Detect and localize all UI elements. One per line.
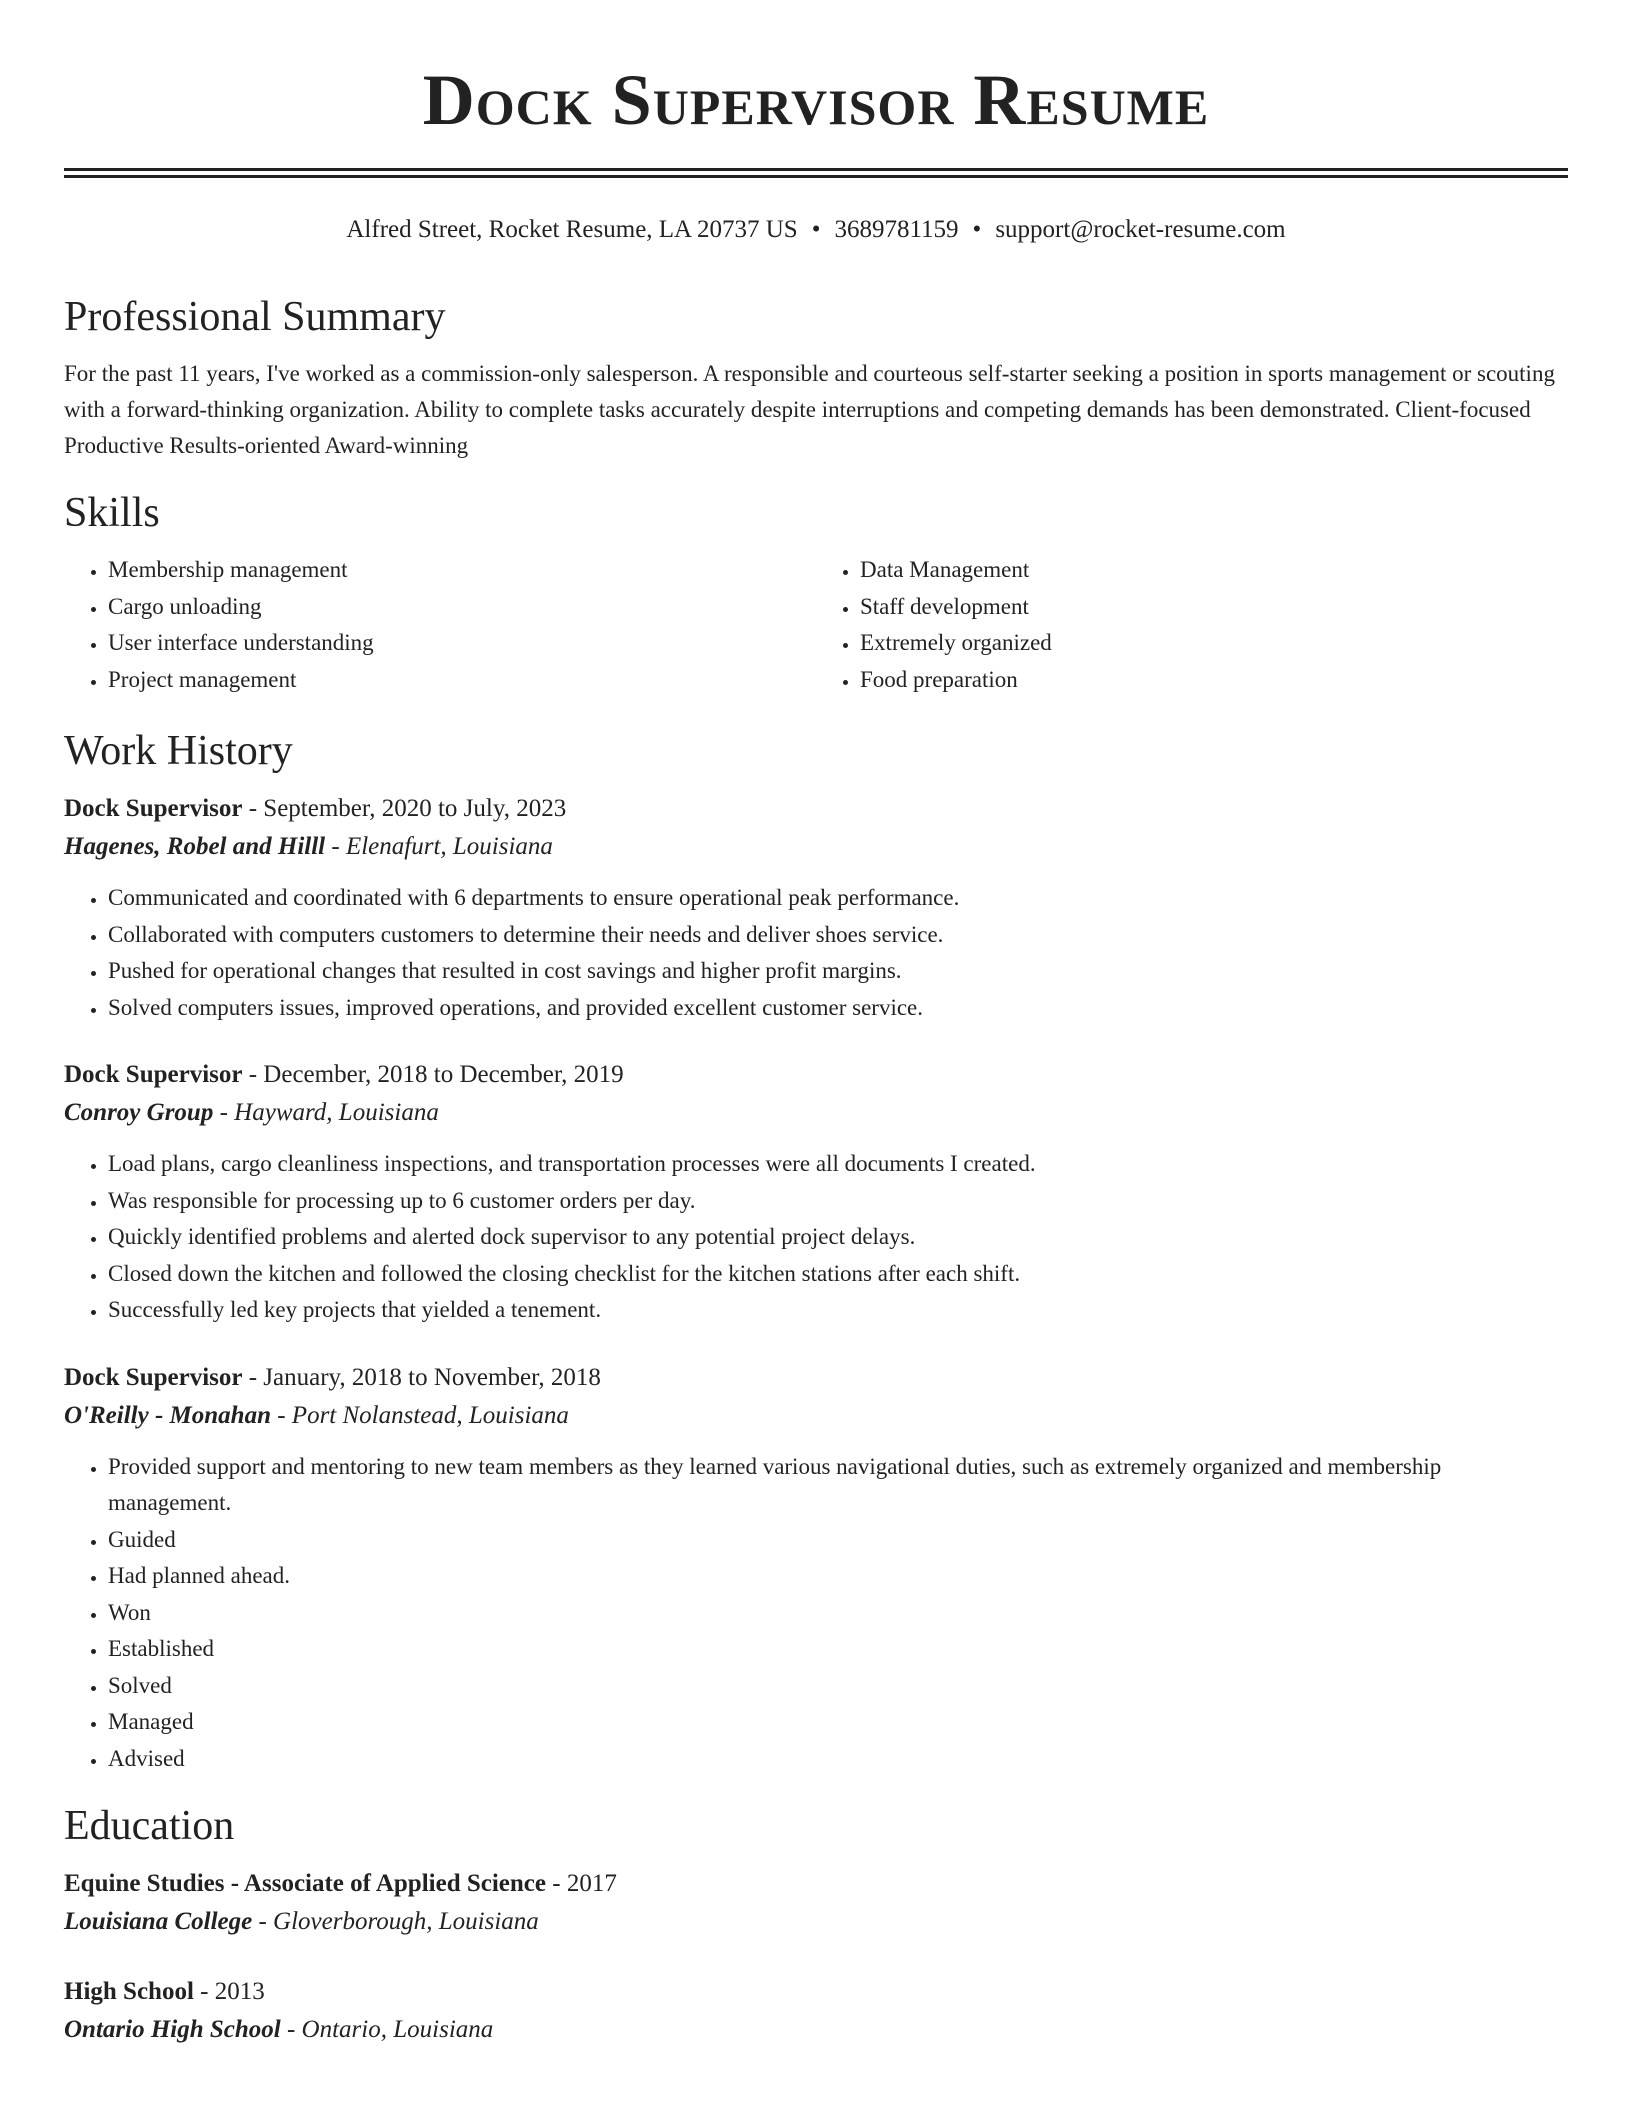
job-company-line bbox=[64, 1094, 1568, 1132]
education-entry bbox=[64, 1865, 1568, 1941]
skill-item: • User interface understanding bbox=[108, 625, 816, 662]
contact-separator: • bbox=[811, 216, 821, 243]
job-header bbox=[64, 790, 1568, 828]
education-location: - Ontario, Louisiana bbox=[280, 2016, 494, 2043]
job-company: Hagenes, Robel and Hilll bbox=[64, 833, 326, 860]
education-school-line bbox=[64, 1903, 1568, 1941]
job-entry bbox=[64, 790, 1568, 1026]
education-location: - Gloverborough, Louisiana bbox=[252, 1908, 539, 1935]
skills-heading: Skills bbox=[64, 490, 160, 536]
job-duties bbox=[64, 1449, 1568, 1778]
job-company-line bbox=[64, 1397, 1568, 1435]
skills-columns bbox=[64, 552, 1568, 698]
duty-item: • Pushed for operational changes that resulted in cost savings and higher profit margins. bbox=[108, 953, 1568, 990]
education-year: - 2017 bbox=[546, 1870, 617, 1897]
job-header bbox=[64, 1359, 1568, 1397]
skill-item: • Staff development bbox=[860, 589, 1568, 626]
duty-item: • Advised bbox=[108, 1741, 1568, 1778]
duty-item: • Established bbox=[108, 1631, 1568, 1668]
duty-item: • Communicated and coordinated with 6 departments to ensure operational peak performance. bbox=[108, 880, 1568, 917]
education-school: Louisiana College bbox=[64, 1908, 253, 1935]
job-location: - Port Nolanstead, Louisiana bbox=[270, 1401, 569, 1429]
duty-item: • Managed bbox=[108, 1704, 1568, 1741]
contact-email: support@rocket-resume.com bbox=[995, 216, 1286, 243]
job-location: - Elenafurt, Louisiana bbox=[325, 833, 553, 860]
education-school: Ontario High School bbox=[64, 2016, 281, 2043]
skills-list-right bbox=[816, 552, 1568, 698]
duty-item: • Closed down the kitchen and followed the closing checklist for the kitchen stations after each shift. bbox=[108, 1256, 1568, 1293]
education-degree: High School bbox=[64, 1978, 194, 2005]
duty-item: • Guided bbox=[108, 1522, 1568, 1559]
summary-text: For the past 11 years, I've worked as a commission-only salesperson. A responsible and courteous self-starter seeking a position in sports management or scouting with a forward-thinking organization. Ability to complete tasks accurately despite interruptions and competing demands has been demonstrated. Client-focused Productive Results-oriented Award-winning bbox=[64, 361, 1555, 458]
job-entry bbox=[64, 1359, 1568, 1778]
job-company-line bbox=[64, 828, 1568, 866]
education-entry bbox=[64, 1973, 1568, 2049]
education-school-line bbox=[64, 2011, 1568, 2049]
education-year: - 2013 bbox=[193, 1978, 265, 2005]
education-heading: Education bbox=[64, 1803, 235, 1849]
work-history-heading: Work History bbox=[64, 728, 293, 774]
resume-title: Dock Supervisor Resume bbox=[422, 60, 1210, 140]
duty-item: • Provided support and mentoring to new team members as they learned various navigational duties, such as extremely organized and membership management. bbox=[108, 1449, 1568, 1522]
education-header bbox=[64, 1973, 1568, 2011]
job-dates: - September, 2020 to July, 2023 bbox=[242, 795, 567, 822]
education-header bbox=[64, 1865, 1568, 1903]
job-company: O'Reilly - Monahan bbox=[64, 1401, 271, 1429]
job-duties bbox=[64, 880, 1568, 1026]
education-degree: Equine Studies - Associate of Applied Science bbox=[64, 1870, 546, 1897]
contact-phone: 3689781159 bbox=[834, 216, 959, 243]
skill-item: • Extremely organized bbox=[860, 625, 1568, 662]
job-dates: - December, 2018 to December, 2019 bbox=[242, 1061, 624, 1088]
job-entry bbox=[64, 1056, 1568, 1329]
duty-item: • Was responsible for processing up to 6 customer orders per day. bbox=[108, 1183, 1568, 1220]
skill-item: • Data Management bbox=[860, 552, 1568, 589]
skills-list-left bbox=[64, 552, 816, 698]
duty-item: • Quickly identified problems and alerted dock supervisor to any potential project delays. bbox=[108, 1219, 1568, 1256]
skill-item: • Food preparation bbox=[860, 662, 1568, 699]
skill-item: • Cargo unloading bbox=[108, 589, 816, 626]
duty-item: • Solved computers issues, improved operations, and provided excellent customer service. bbox=[108, 990, 1568, 1027]
job-duties bbox=[64, 1146, 1568, 1329]
contact-address: Alfred Street, Rocket Resume, LA 20737 US bbox=[346, 216, 798, 243]
skill-item: • Project management bbox=[108, 662, 816, 699]
duty-item: • Collaborated with computers customers to determine their needs and deliver shoes service. bbox=[108, 917, 1568, 954]
job-title: Dock Supervisor bbox=[64, 1061, 243, 1088]
job-company: Conroy Group bbox=[64, 1099, 214, 1126]
duty-item: • Successfully led key projects that yielded a tenement. bbox=[108, 1292, 1568, 1329]
job-title: Dock Supervisor bbox=[64, 795, 243, 822]
job-location: - Hayward, Louisiana bbox=[213, 1099, 439, 1126]
contact-line bbox=[64, 214, 1568, 246]
job-dates: - January, 2018 to November, 2018 bbox=[242, 1363, 601, 1391]
duty-item: • Load plans, cargo cleanliness inspections, and transportation processes were all documents I created. bbox=[108, 1146, 1568, 1183]
title-divider bbox=[64, 168, 1568, 178]
duty-item: • Solved bbox=[108, 1668, 1568, 1705]
job-header bbox=[64, 1056, 1568, 1094]
job-title: Dock Supervisor bbox=[64, 1363, 243, 1391]
summary-heading: Professional Summary bbox=[64, 294, 446, 340]
duty-item: • Had planned ahead. bbox=[108, 1558, 1568, 1595]
duty-item: • Won bbox=[108, 1595, 1568, 1632]
skill-item: • Membership management bbox=[108, 552, 816, 589]
contact-separator: • bbox=[972, 216, 982, 243]
